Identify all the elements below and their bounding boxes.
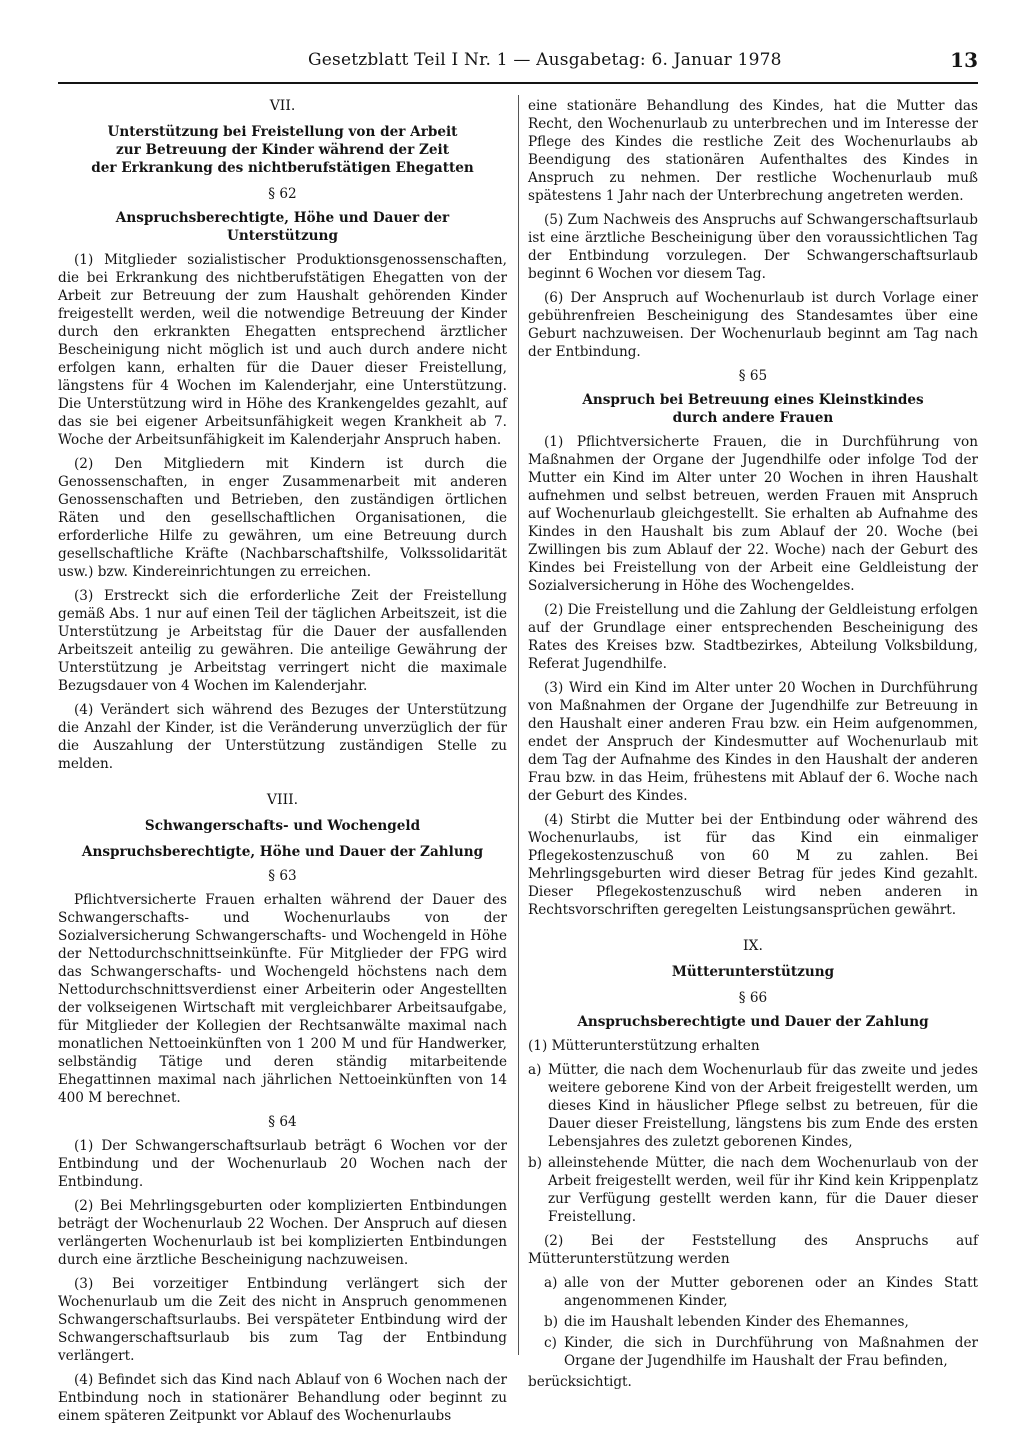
body-paragraph: (3) Bei vorzeitiger Entbindung verlängert sich der Wochenurlaub um die Zeit des nicht in Anspruch genommenen Schwangerschaftsurlaubs. Bei verspäteter Entbindung wird der Schwangerschaftsurlaub bis zum Tag der Entbindung verlängert.	[58, 1276, 507, 1364]
section-number: VIII.	[266, 792, 299, 808]
list-item-label: c)	[544, 1335, 557, 1351]
page-number: 13	[950, 48, 978, 72]
body-paragraph: (4) Stirbt die Mutter bei der Entbindung oder während des Wochenurlaubs, ist für das Kind ein einmaliger Pflegekostenzuschuß von 60 M zu zahlen. Bei Mehrlingsgeburten wird dieser Betrag für jedes Kind gezahlt. Dieser Pflegekostenzuschuß wird neben anderen in Rechtsvorschriften geregelten Leistungsansprüchen gewährt.	[528, 812, 978, 918]
body-paragraph: (3) Erstreckt sich die erforderliche Zeit der Freistellung gemäß Abs. 1 nur auf einen Teil der täglichen Arbeitszeit, ist die Unterstützung je Arbeitstag für die Dauer der ausfallenden Arbeitszeit anteilig zu gewähren. Die anteilige Gewährung der Unterstützung je Arbeitstag verringert nicht die maximale Bezugsdauer von 4 Wochen im Kalenderjahr.	[58, 588, 507, 694]
paragraph-heading-line: Anspruch bei Betreuung eines Kleinstkindes	[582, 392, 924, 408]
section-title: Schwangerschafts- und Wochengeld	[144, 818, 421, 834]
section-title	[58, 123, 507, 177]
paragraph-heading: Anspruchsberechtigte, Höhe und Dauer der Unterstützung	[115, 210, 450, 244]
gazette-title: Gesetzblatt Teil I Nr. 1 — Ausgabetag: 6. Januar 1978	[308, 50, 782, 70]
section-title-line: Unterstützung bei Freistellung von der Arbeit	[107, 124, 458, 140]
body-paragraph: (2) Die Freistellung und die Zahlung der Geldleistung erfolgen auf der Grundlage einer entsprechenden Bescheinigung des Rates des Kreises bzw. Stadtbezirkes, Abteilung Volksbildung, Referat Jugendhilfe.	[528, 602, 978, 672]
section-title: Mütterunterstützung	[671, 964, 835, 980]
list-intro: (2) Bei der Feststellung des Anspruchs auf Mütterunterstützung werden	[528, 1233, 978, 1267]
body-paragraph: (3) Wird ein Kind im Alter unter 20 Wochen in Durchführung von Maßnahmen der Organe der Jugendhilfe zur Betreuung in den Haushalt einer anderen Frau bzw. ein Heim aufgenommen, endet der Anspruch der Kindesmutter auf Wochenurlaub mit dem Tag der Aufnahme des Kindes in den Haushalt der anderen Frau bzw. in das Heim, frühestens mit Ablauf der 6. Woche nach der Geburt des Kindes.	[528, 680, 978, 804]
left-column	[58, 97, 507, 1431]
column-divider	[518, 95, 519, 1355]
right-column	[528, 97, 978, 1397]
body-paragraph: (1) Mitglieder sozialistischer Produktionsgenossenschaften, die bei Erkrankung des nichtberufstätigen Ehegatten von der Arbeit zur Betreuung der zum Haushalt gehörenden Kinder freigestellt werden, weil die notwendige Betreuung der Kinder durch den erkrankten Ehegatten entsprechend ärztlicher Bescheinigung nicht möglich ist und auch durch andere nicht erfolgen kann, erhalten für die Dauer dieser Freistellung, längstens für 4 Wochen im Kalenderjahr, eine Unterstützung. Die Unterstützung wird in Höhe des Krankengeldes gezahlt, auf das sie bei eigener Arbeitsunfähigkeit wegen Krankheit ab 7. Woche der Arbeitsunfähigkeit im Kalenderjahr Anspruch haben.	[58, 252, 507, 448]
body-paragraph: (1) Pflichtversicherte Frauen, die in Durchführung von Maßnahmen der Organe der Jugendhilfe oder infolge Tod der Mutter ein Kind im Alter unter 20 Wochen in ihren Haushalt aufnehmen und selbst betreuen, werden Frauen mit Anspruch auf Wochenurlaub gleichgestellt. Sie erhalten ab Aufnahme des Kindes in den Haushalt bis zum Ablauf der 20. Woche (bei Zwillingen bis zum Ablauf der 22. Woche) nach der Geburt des Kindes bei Freistellung von der Arbeit eine Geldleistung der Sozialversicherung in Höhe des Wochengeldes.	[528, 434, 978, 594]
section-title-line: zur Betreuung der Kinder während der Zeit	[116, 142, 449, 158]
paragraph-heading	[528, 391, 978, 427]
list-item	[544, 1313, 978, 1331]
closing-text: berücksichtigt.	[528, 1374, 632, 1390]
paragraph-number: § 64	[268, 1114, 297, 1130]
continued-paragraph: eine stationäre Behandlung des Kindes, hat die Mutter das Recht, den Wochenurlaub zu unterbrechen und im Interesse der Pflege des Kindes die restliche Zeit des Wochenurlaubs ab Beendigung des stationären Aufenthaltes des Kindes in Anspruch zu nehmen. Der restliche Wochenurlaub muß spätestens 1 Jahr nach der Unterbrechung angetreten werden.	[528, 98, 978, 204]
body-paragraph: (4) Verändert sich während des Bezuges der Unterstützung die Anzahl der Kinder, ist die Veränderung unverzüglich der für die Auszahlung der Unterstützung zuständigen Stelle zu melden.	[58, 702, 507, 772]
list-item-text: die im Haushalt lebenden Kinder des Ehemannes,	[564, 1314, 909, 1330]
list-item-text: Kinder, die sich in Durchführung von Maßnahmen der Organe der Jugendhilfe im Haushalt der Frau befinden,	[564, 1335, 978, 1369]
list-item-label: b)	[544, 1314, 559, 1330]
body-paragraph: (2) Den Mitgliedern mit Kindern ist durch die Genossenschaften, in enger Zusammenarbeit mit anderen Genossenschaften und Betrieben, den zuständigen örtlichen Räten und den gesellschaftlichen Organisationen, die erforderliche Hilfe zu gewähren, um eine Betreuung durch gesellschaftliche Kräfte (Nachbarschaftshilfe, Volkssolidarität usw.) bzw. Kindereinrichtungen zu erreichen.	[58, 456, 507, 580]
list-item	[544, 1334, 978, 1370]
section-title-line: der Erkrankung des nichtberufstätigen Ehegatten	[91, 160, 474, 176]
body-paragraph: (6) Der Anspruch auf Wochenurlaub ist durch Vorlage einer gebührenfreien Bescheinigung des Standesamtes über eine Geburt nachzuweisen. Der Wochenurlaub beginnt am Tag nach der Entbindung.	[528, 290, 978, 360]
page-header	[58, 48, 978, 84]
list-intro: (1) Mütterunterstützung erhalten	[528, 1038, 760, 1054]
body-paragraph: (1) Der Schwangerschaftsurlaub beträgt 6 Wochen vor der Entbindung und der Wochenurlaub 20 Wochen nach der Entbindung.	[58, 1138, 507, 1190]
section-subtitle: Anspruchsberechtigte, Höhe und Dauer der Zahlung	[81, 844, 484, 860]
list-item-text: alleinstehende Mütter, die nach dem Wochenurlaub von der Arbeit freigestellt werden, weil für ihr Kind kein Krippenplatz zur Verfügung gestellt werden kann, für die Dauer dieser Freistellung.	[548, 1155, 978, 1225]
list-item-label: a)	[528, 1062, 542, 1078]
paragraph-heading: Anspruchsberechtigte und Dauer der Zahlung	[577, 1014, 929, 1030]
paragraph-heading-line: durch andere Frauen	[672, 410, 834, 426]
list-item	[528, 1061, 978, 1151]
list-item-label: b)	[528, 1155, 543, 1171]
section-number: IX.	[743, 938, 763, 954]
body-paragraph: (5) Zum Nachweis des Anspruchs auf Schwangerschaftsurlaub ist eine ärztliche Bescheinigung über den voraussichtlichen Tag der Entbindung vorzulegen. Der Schwangerschaftsurlaub beginnt 6 Wochen vor diesem Tag.	[528, 212, 978, 282]
paragraph-number: § 65	[738, 368, 768, 384]
list-item-text: alle von der Mutter geborenen oder an Kindes Statt angenommenen Kinder,	[564, 1275, 978, 1309]
body-paragraph: Pflichtversicherte Frauen erhalten während der Dauer des Schwangerschafts- und Wochenurlaubs von der Sozialversicherung Schwangerschafts- und Wochengeld in Höhe der Nettodurchschnittseinkünfte. Für Mitglieder der FPG wird das Schwangerschafts- und Wochengeld höchstens nach dem Nettodurchschnittsverdienst einer Arbeiterin oder Angestellten der volkseigenen Wirtschaft mit vergleichbarer Arbeitsaufgabe, für Mitglieder der Kollegien der Rechtsanwälte maximal nach monatlichen Nettoeinkünften von 1 200 M und für Handwerker, selbständig Tätige und deren ständig mitarbeitende Ehegattinnen maximal nach jährlichen Nettoeinkünften von 14 400 M berechnet.	[58, 892, 507, 1106]
paragraph-number: § 62	[268, 186, 297, 202]
body-paragraph: (4) Befindet sich das Kind nach Ablauf von 6 Wochen nach der Entbindung noch in stationärer Behandlung oder beginnt zu einem späteren Zeitpunkt vor Ablauf des Wochenurlaubs	[58, 1372, 507, 1424]
body-paragraph: (2) Bei Mehrlingsgeburten oder komplizierten Entbindungen beträgt der Wochenurlaub 22 Wochen. Der Anspruch auf diesen verlängerten Wochenurlaub ist bei komplizierten Entbindungen durch eine ärztliche Bescheinigung nachzuweisen.	[58, 1198, 507, 1268]
section-number: VII.	[269, 98, 296, 114]
list-item	[528, 1154, 978, 1226]
list-item-label: a)	[544, 1275, 558, 1291]
paragraph-number: § 63	[268, 868, 297, 884]
list-item	[544, 1274, 978, 1310]
paragraph-number: § 66	[738, 990, 768, 1006]
list-item-text: Mütter, die nach dem Wochenurlaub für das zweite und jedes weitere geborene Kind von der Arbeit freigestellt werden, um dieses Kind in häuslicher Pflege selbst zu betreuen, für die Dauer dieser Freistellung, längstens bis zum Ende des ersten Lebensjahres des zuletzt geborenen Kindes,	[548, 1062, 978, 1150]
